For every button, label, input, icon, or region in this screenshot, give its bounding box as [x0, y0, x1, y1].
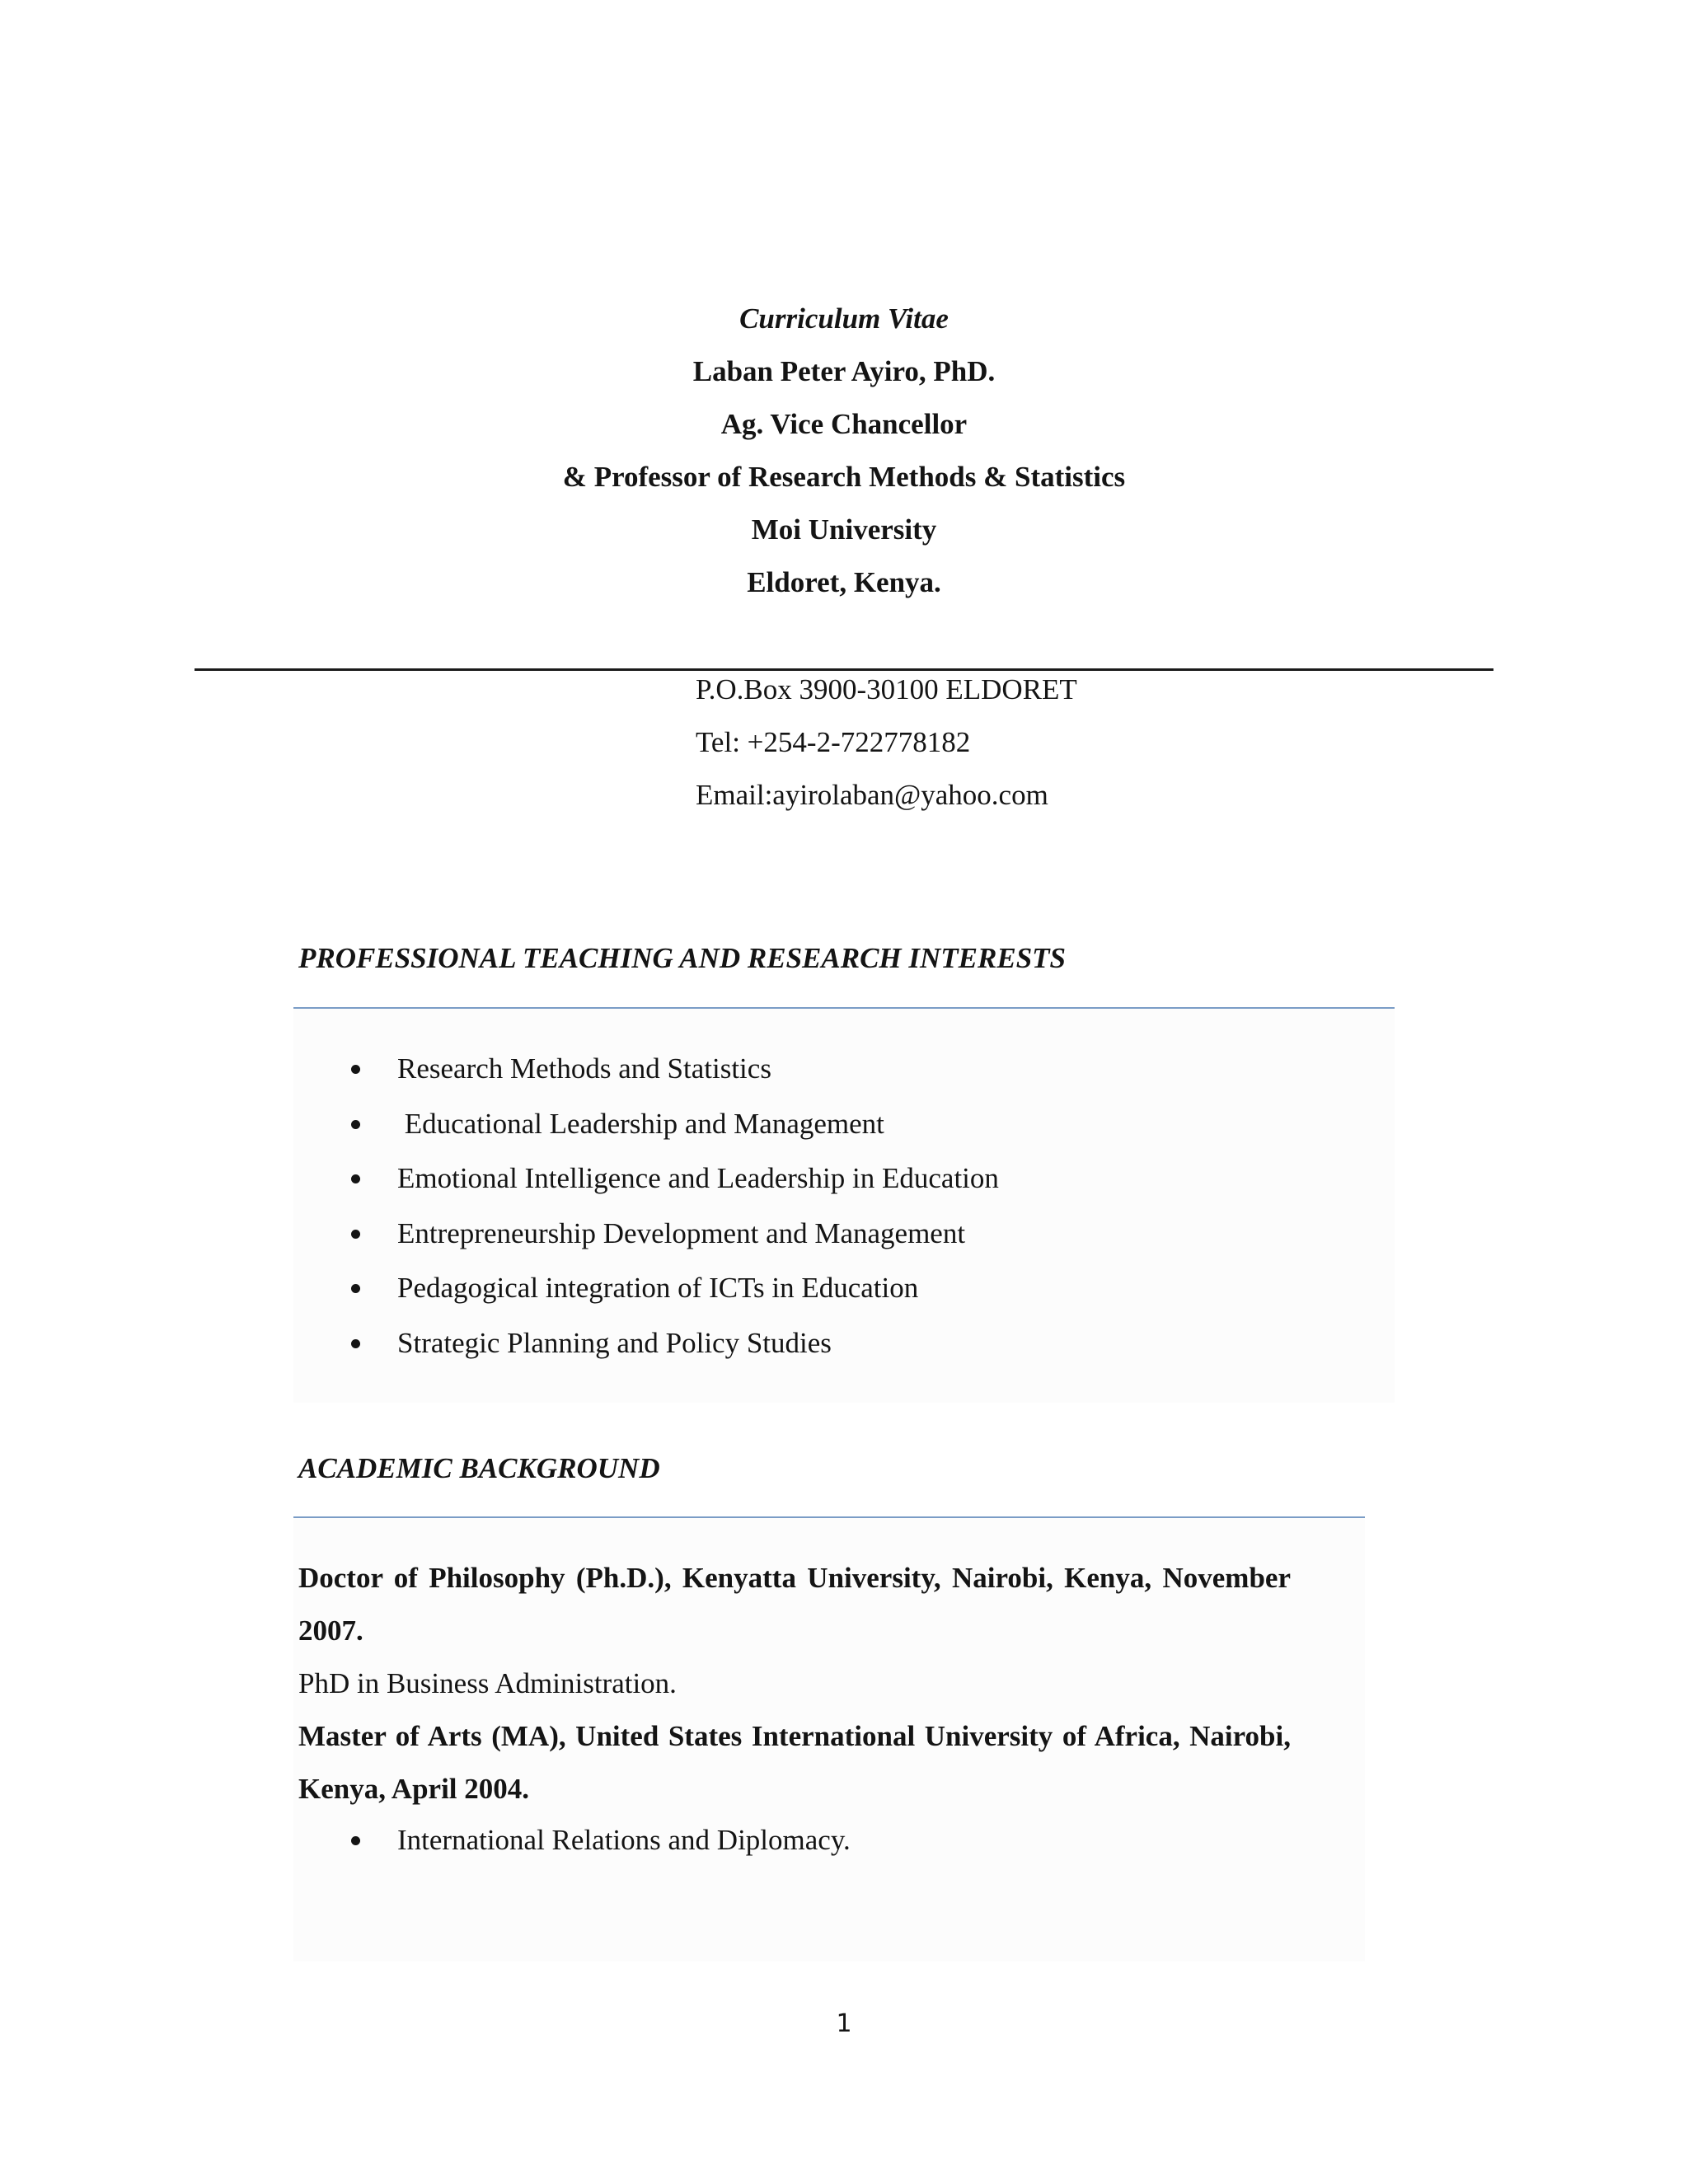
location-text: Eldoret, Kenya.: [747, 566, 941, 598]
phd-degree: Doctor of Philosophy (Ph.D.), Kenyatta University, Nairobi, Kenya, November 2007.: [298, 1562, 1291, 1647]
telephone-text: Tel: +254-2-722778182: [696, 726, 971, 758]
ma-degree: Master of Arts (MA), United States International University of Africa, Nairobi, Kenya, April 2004.: [298, 1720, 1291, 1805]
interests-divider: [293, 1007, 1395, 1009]
cv-header: [0, 293, 1688, 609]
interest-text: Pedagogical integration of ICTs in Education: [397, 1272, 919, 1304]
interest-text: Strategic Planning and Policy Studies: [397, 1326, 832, 1359]
document-title: Curriculum Vitae: [739, 302, 949, 335]
institution-name: Moi University: [751, 513, 937, 546]
person-name: Laban Peter Ayiro, PhD.: [692, 355, 996, 387]
ma-item-text: International Relations and Diplomacy.: [397, 1824, 851, 1856]
bullet-icon: [351, 1120, 360, 1129]
professorship-title: & Professor of Research Methods & Statistics: [562, 461, 1126, 493]
page-number: 1: [836, 2009, 852, 2038]
bullet-icon: [351, 1065, 360, 1074]
interest-text: Entrepreneurship Development and Management: [397, 1216, 966, 1249]
bullet-icon: [351, 1339, 360, 1348]
po-box-text: P.O.Box 3900-30100 ELDORET: [696, 673, 1077, 705]
academic-section-title: ACADEMIC BACKGROUND: [298, 1452, 660, 1484]
email-text: Email:ayirolaban@yahoo.com: [696, 779, 1048, 811]
academic-details: [298, 1552, 1291, 1816]
interest-text: Emotional Intelligence and Leadership in Education: [397, 1162, 999, 1194]
position-title: Ag. Vice Chancellor: [720, 408, 968, 440]
interests-section-title: PROFESSIONAL TEACHING AND RESEARCH INTERESTS: [298, 942, 1067, 974]
bullet-icon: [351, 1836, 360, 1845]
contact-block: [696, 663, 1077, 822]
phd-field: PhD in Business Administration.: [298, 1667, 677, 1699]
bullet-icon: [351, 1174, 360, 1183]
bullet-icon: [351, 1230, 360, 1239]
interest-text: Educational Leadership and Management: [397, 1107, 884, 1140]
academic-divider: [293, 1516, 1365, 1518]
interest-text: Research Methods and Statistics: [397, 1052, 771, 1085]
bullet-icon: [351, 1284, 360, 1293]
